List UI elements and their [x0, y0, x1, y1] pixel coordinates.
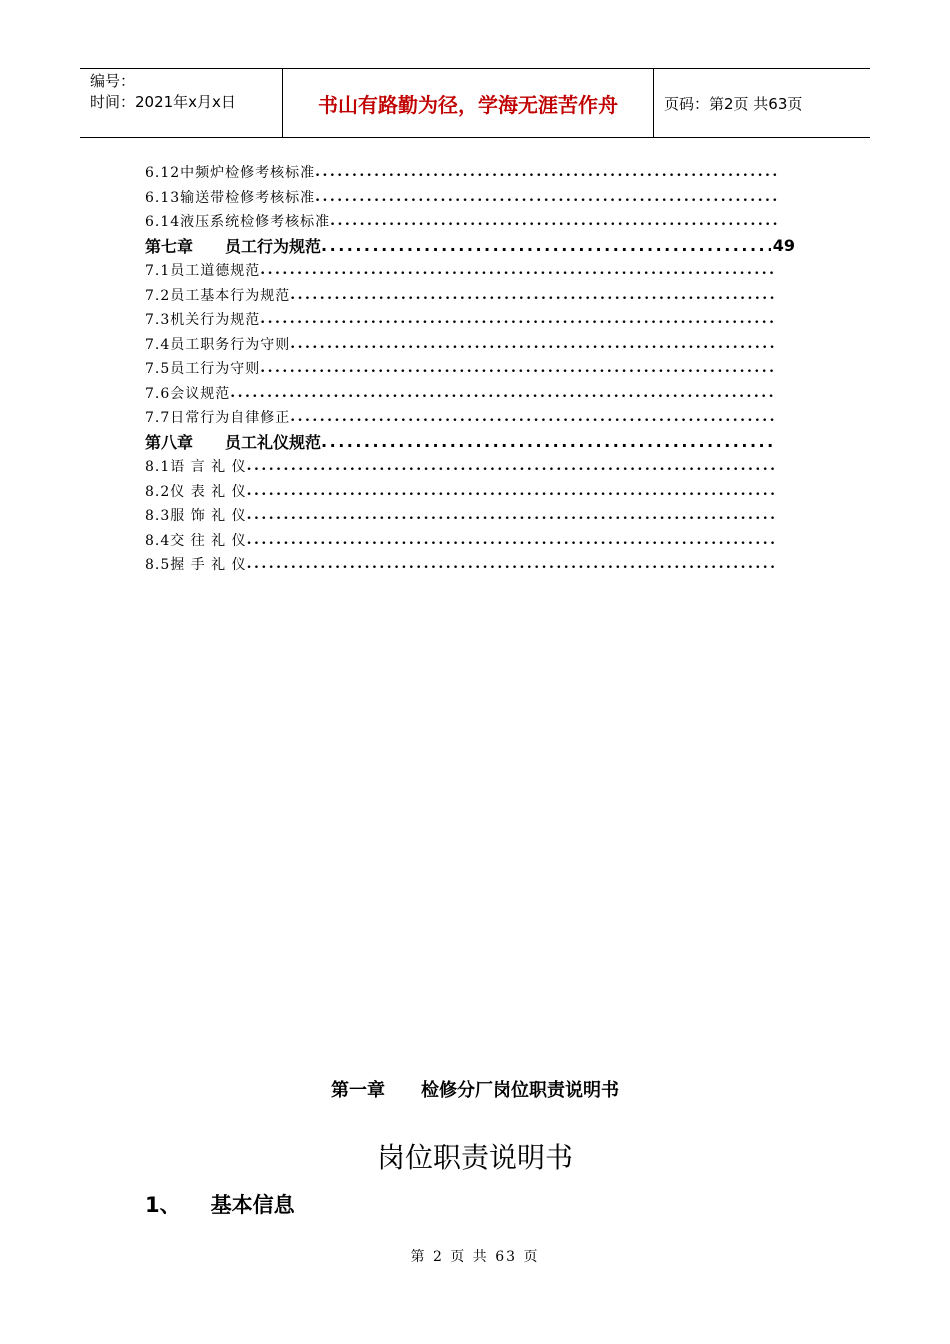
toc-leader-dots — [321, 236, 771, 255]
header-motto: 书山有路勤为径，学海无涯苦作舟 — [282, 69, 654, 137]
toc-entry[interactable] — [145, 528, 777, 553]
toc-entry-label: 7.3机关行为规范 — [145, 312, 261, 329]
toc-entry-label: 6.13输送带检修考核标准 — [145, 189, 316, 206]
chapter-title — [0, 1076, 950, 1102]
chapter-name: 检修分厂岗位职责说明书 — [421, 1080, 619, 1101]
toc-leader-dots — [247, 483, 777, 499]
toc-entry[interactable] — [145, 381, 777, 406]
date-label: 时间：2021年x月x日 — [90, 93, 236, 111]
header-meta — [80, 69, 282, 137]
toc-entry-label: 8.2仪 表 礼 仪 — [145, 483, 247, 500]
toc-entry[interactable] — [145, 209, 777, 234]
toc-leader-dots — [290, 336, 777, 352]
toc-leader-dots — [230, 385, 777, 401]
toc-leader-dots — [247, 556, 777, 572]
section-number: 1、 — [145, 1193, 181, 1217]
toc-entry[interactable] — [145, 503, 777, 528]
toc-entry[interactable] — [145, 283, 777, 308]
toc-entry[interactable] — [145, 160, 777, 185]
section-heading — [145, 1189, 295, 1219]
toc-chapter-number: 第八章 — [145, 433, 194, 453]
toc-leader-dots — [247, 532, 777, 548]
toc-entry-label: 8.4交 往 礼 仪 — [145, 532, 247, 549]
toc-chapter-number: 第七章 — [145, 237, 194, 257]
header-page-info: 页码：第2页 共63页 — [664, 94, 803, 113]
toc-entry[interactable] — [145, 405, 777, 430]
toc-entry-label: 8.5握 手 礼 仪 — [145, 557, 247, 574]
toc-entry-label: 7.1员工道德规范 — [145, 263, 261, 280]
toc-entry-label: 8.3服 饰 礼 仪 — [145, 508, 247, 525]
toc-leader-dots — [247, 458, 777, 474]
toc-leader-dots — [260, 311, 777, 327]
toc-leader-dots — [290, 409, 777, 425]
toc-leader-dots — [315, 189, 777, 205]
toc-page-number: 49 — [772, 236, 795, 256]
toc-chapter-entry[interactable] — [145, 234, 795, 259]
toc-entry[interactable] — [145, 307, 777, 332]
serial-label: 编号： — [90, 72, 136, 90]
toc-entry-label: 6.14液压系统检修考核标准 — [145, 214, 331, 231]
toc-entry-label: 7.7日常行为自律修正 — [145, 410, 291, 427]
table-of-contents — [145, 160, 795, 577]
toc-entry-label: 8.1语 言 礼 仪 — [145, 459, 247, 476]
toc-entry-label: 7.4员工职务行为守则 — [145, 336, 291, 353]
toc-entry-label: 6.12中频炉检修考核标准 — [145, 165, 316, 182]
toc-leader-dots — [290, 287, 777, 303]
toc-leader-dots — [330, 213, 777, 229]
toc-leader-dots — [321, 432, 777, 451]
toc-chapter-entry[interactable] — [145, 430, 777, 455]
toc-entry-label: 员工行为规范 — [225, 237, 322, 257]
toc-entry-label: 7.2员工基本行为规范 — [145, 287, 291, 304]
page-header — [80, 68, 870, 138]
toc-entry[interactable] — [145, 185, 777, 210]
toc-leader-dots — [260, 262, 777, 278]
toc-entry[interactable] — [145, 552, 777, 577]
toc-entry[interactable] — [145, 258, 777, 283]
page-footer: 第 2 页 共 63 页 — [410, 1249, 540, 1265]
toc-entry-label: 员工礼仪规范 — [225, 433, 322, 453]
toc-leader-dots — [260, 360, 777, 376]
section-title: 基本信息 — [210, 1193, 295, 1217]
toc-entry[interactable] — [145, 454, 777, 479]
toc-leader-dots — [247, 507, 777, 523]
toc-entry[interactable] — [145, 332, 777, 357]
toc-leader-dots — [315, 164, 777, 180]
document-title: 岗位职责说明书 — [376, 1141, 573, 1174]
toc-entry-label: 7.5员工行为守则 — [145, 361, 261, 378]
toc-entry[interactable] — [145, 356, 777, 381]
chapter-number: 第一章 — [331, 1080, 385, 1101]
toc-entry[interactable] — [145, 479, 777, 504]
toc-entry-label: 7.6会议规范 — [145, 385, 231, 402]
